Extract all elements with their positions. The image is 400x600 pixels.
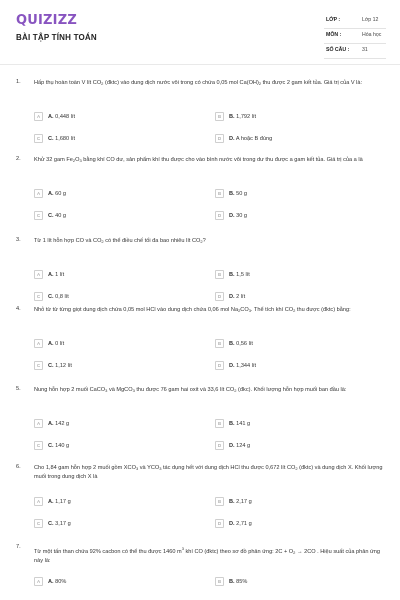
option-letter-box[interactable]: A [34, 339, 43, 348]
answer-option-a[interactable] [34, 419, 69, 428]
answer-option-d[interactable] [215, 292, 245, 301]
option-letter-box[interactable]: B [215, 497, 224, 506]
answer-option-b[interactable] [215, 189, 247, 198]
question-text: Từ một tấn than chứa 92% cacbon có thể thu được 1460 $m^3$ khí CO (đktc) theo sơ đồ phản ứng: $2C + O_2 \to 2CO$ . Hiệu suất của phản ứng này là: [34, 546, 380, 564]
subject-value: Hóa học [362, 32, 382, 38]
answer-option-b[interactable] [215, 112, 256, 121]
option-text: B. 85% [229, 578, 248, 585]
option-text: C. 0,8 lít [48, 293, 69, 300]
option-letter-box[interactable]: B [215, 339, 224, 348]
option-text: B. 2,17 g [229, 498, 252, 505]
question-count-label: SỐ CÂU : [326, 47, 350, 53]
quizizz-logo: QUIZIZZ [16, 13, 77, 28]
option-text: C. 140 g [48, 442, 70, 449]
divider [324, 58, 386, 59]
option-text: A. 142 g [48, 420, 70, 427]
answer-option-c[interactable] [34, 134, 75, 143]
answer-option-d[interactable] [215, 519, 252, 528]
question-number: 4. [16, 306, 21, 312]
option-text: D. A hoặc B đúng [229, 135, 273, 142]
option-letter-box[interactable]: B [215, 577, 224, 586]
grade-value: Lớp 12 [362, 17, 379, 23]
option-letter-box[interactable]: C [34, 211, 43, 220]
answer-option-d[interactable] [215, 211, 247, 220]
option-text: D. 2,71 g [229, 520, 252, 527]
header-divider [0, 64, 400, 65]
answer-option-a[interactable] [34, 189, 66, 198]
option-letter-box[interactable]: B [215, 112, 224, 121]
question-text: Nung hỗn hợp 2 muối CaCO$_3$ và MgCO$_3$ thu được 76 gam hai oxit và 33,6 lít $CO_2$ (đkc). Khối lượng hỗn hợp muối ban đầu là: [34, 387, 347, 393]
option-text: C. 40 g [48, 212, 67, 219]
option-text: B. 0,56 lít [229, 340, 253, 347]
option-letter-box[interactable]: A [34, 497, 43, 506]
answer-option-a[interactable] [34, 497, 71, 506]
option-letter-box[interactable]: D [215, 519, 224, 528]
option-text: B. 1,792 lít [229, 113, 257, 120]
option-letter-box[interactable]: D [215, 292, 224, 301]
answer-option-c[interactable] [34, 519, 71, 528]
option-letter-box[interactable]: D [215, 441, 224, 450]
option-text: A. 60 g [48, 190, 67, 197]
option-letter-box[interactable]: A [34, 270, 43, 279]
question-text: Hấp thụ hoàn toàn V lít $CO_2$ (đktc) vào dung dịch nước vôi trong có chứa 0,05 mol $Ca(OH)_2$ thu được 2 gam kết tủa. Giá trị của V là: [34, 80, 363, 86]
option-letter-box[interactable]: B [215, 270, 224, 279]
answer-option-c[interactable] [34, 441, 69, 450]
option-text: A. 80% [48, 578, 67, 585]
answer-option-b[interactable] [215, 497, 252, 506]
answer-option-c[interactable] [34, 361, 72, 370]
divider [324, 28, 386, 29]
option-text: A. 1 lít [48, 271, 65, 278]
page-title: BÀI TẬP TÍNH TOÁN [16, 33, 97, 42]
option-text: C. 3,17 g [48, 520, 71, 527]
option-letter-box[interactable]: C [34, 292, 43, 301]
option-text: D. 1,344 lít [229, 362, 257, 369]
option-text: A. 0,448 lít [48, 113, 76, 120]
option-text: D. 2 lít [229, 293, 246, 300]
question-number: 7. [16, 544, 21, 550]
subject-label: MÔN : [326, 32, 342, 38]
question-number: 5. [16, 386, 21, 392]
answer-option-d[interactable] [215, 134, 272, 143]
answer-option-d[interactable] [215, 441, 250, 450]
option-text: B. 141 g [229, 420, 251, 427]
question-number: 1. [16, 79, 21, 85]
option-letter-box[interactable]: D [215, 134, 224, 143]
option-letter-box[interactable]: A [34, 112, 43, 121]
answer-option-c[interactable] [34, 211, 66, 220]
option-text: B. 50 g [229, 190, 248, 197]
option-text: C. 1,12 lít [48, 362, 72, 369]
answer-option-b[interactable] [215, 339, 253, 348]
header [0, 0, 400, 64]
answer-option-a[interactable] [34, 270, 64, 279]
option-letter-box[interactable]: C [34, 519, 43, 528]
divider [324, 43, 386, 44]
option-letter-box[interactable]: C [34, 134, 43, 143]
option-letter-box[interactable]: C [34, 361, 43, 370]
question-number: 6. [16, 464, 21, 470]
answer-option-a[interactable] [34, 577, 66, 586]
option-letter-box[interactable]: C [34, 441, 43, 450]
option-text: D. 30 g [229, 212, 248, 219]
question-text: Nhỏ từ từ từng giọt dung dịch chứa 0,05 mol HCl vào dung dịch chứa 0,06 mol $Na_2CO_3$. Thể tích khí $CO_2$ thu được (đktc) bằng: [34, 307, 351, 313]
question-count-value: 31 [362, 47, 368, 53]
question-text: Khử 32 gam $Fe_2O_3$ bằng khí CO dư, sản phẩm khí thu được cho vào bình nước vôi trong dư thu được a gam kết tủa. Giá trị của a là [34, 157, 363, 163]
option-text: B. 1,5 lít [229, 271, 250, 278]
option-text: A. 0 lít [48, 340, 65, 347]
option-letter-box[interactable]: B [215, 189, 224, 198]
option-text: D. 124 g [229, 442, 251, 449]
option-letter-box[interactable]: D [215, 211, 224, 220]
option-letter-box[interactable]: A [34, 189, 43, 198]
option-letter-box[interactable]: B [215, 419, 224, 428]
option-text: A. 1,17 g [48, 498, 71, 505]
answer-option-c[interactable] [34, 292, 69, 301]
answer-option-a[interactable] [34, 339, 64, 348]
question-number: 2. [16, 156, 21, 162]
question-text: Từ 1 lít hỗn hợp CO và $CO_2$ có thể điều chế tối đa bao nhiêu lít $CO_2$? [34, 238, 206, 244]
option-letter-box[interactable]: D [215, 361, 224, 370]
grade-label: LỚP : [326, 17, 341, 23]
answer-option-d[interactable] [215, 361, 256, 370]
option-text: C. 1,680 lít [48, 135, 76, 142]
answer-option-b[interactable] [215, 419, 250, 428]
answer-option-b[interactable] [215, 577, 247, 586]
answer-option-b[interactable] [215, 270, 250, 279]
option-letter-box[interactable]: A [34, 577, 43, 586]
answer-option-a[interactable] [34, 112, 75, 121]
question-text: Cho 1,84 gam hỗn hợp 2 muối gồm $XCO_3$ và $YCO_3$ tác dụng hết với dung dịch HCl thu được 0,672 lít $CO_2$ (đktc) và dung dịch X. Khối lượng muối trong dung dịch X là [34, 465, 383, 480]
option-letter-box[interactable]: A [34, 419, 43, 428]
question-number: 3. [16, 237, 21, 243]
